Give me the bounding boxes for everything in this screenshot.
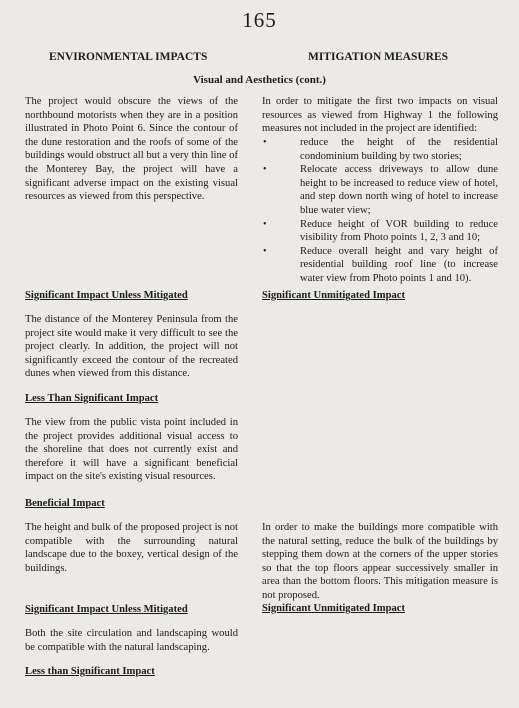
mitigation-label-2: Significant Unmitigated Impact: [262, 603, 406, 614]
mitigation-intro: In order to mitigate the first two impacts on visual resources as viewed from Highway 1 the following measures not included in the project are identified:: [262, 96, 498, 135]
mitigation-bullet-3: • Reduce height of VOR building to reduce visibility from Photo points 1, 2, 3 and 10;: [262, 218, 498, 245]
impact-paragraph-3: The view from the public vista point included in the project provides additional visual access to the shoreline that does not currently exist and therefore it will have a significant beneficial impact on the site's existing visual resources.: [25, 417, 238, 483]
impact-label-5: Less than Significant Impact: [25, 666, 155, 677]
impact-paragraph-4: The height and bulk of the proposed project is not compatible with the surrounding natural landscape due to the boxey, vertical design of the buildings.: [25, 522, 238, 574]
mitigation-bullet-1: • reduce the height of the residential condominium building by two stories;: [262, 136, 498, 163]
mitigation-measures-list: [262, 136, 498, 286]
impact-paragraph-2: The distance of the Monterey Peninsula from the project site would make it very difficult to see the project clearly. In addition, the project will not significantly exceed the contour of the recreated dunes when viewed from this distance.: [25, 314, 238, 380]
impact-label-3: Beneficial Impact: [25, 498, 105, 509]
environmental-impacts-header: ENVIRONMENTAL IMPACTS: [49, 51, 208, 63]
impact-label-4: Significant Impact Unless Mitigated: [25, 604, 188, 615]
mitigation-bullet-2: • Relocate access driveways to allow dune height to be increased to reduce view of hotel, and step down north wing of hotel to increase blue water view;: [262, 163, 498, 217]
page-number: 165: [242, 8, 277, 32]
impact-paragraph-1: The project would obscure the views of the northbound motorists when they are in a position illustrated in Photo Point 6. Since the contour of the dune restoration and the roofs of some of the buildings would obstruct all but a very thin line of the Monterey Bay, the project will have a significant adverse impact on the existing visual resources as viewed from this perspective.: [25, 96, 238, 203]
impact-label-1: Significant Impact Unless Mitigated: [25, 290, 188, 301]
impact-label-2: Less Than Significant Impact: [25, 393, 159, 404]
section-subheading: Visual and Aesthetics (cont.): [193, 74, 326, 86]
mitigation-label-1: Significant Unmitigated Impact: [262, 290, 406, 301]
mitigation-bullet-4: • Reduce overall height and vary height of residential building roof line (to increase water view from Photo points 1 and 10).: [262, 245, 498, 286]
mitigation-paragraph-2: In order to make the buildings more compatible with the natural setting, reduce the bulk of the buildings by stepping them down at the corners of the upper stories so that the top floors appear successively smaller in area than the bottom floors. This mitigation measure is not proposed.: [262, 522, 498, 601]
mitigation-measures-header: MITIGATION MEASURES: [308, 51, 449, 63]
impact-paragraph-5: Both the site circulation and landscaping would be compatible with the natural landscaping.: [25, 628, 238, 653]
